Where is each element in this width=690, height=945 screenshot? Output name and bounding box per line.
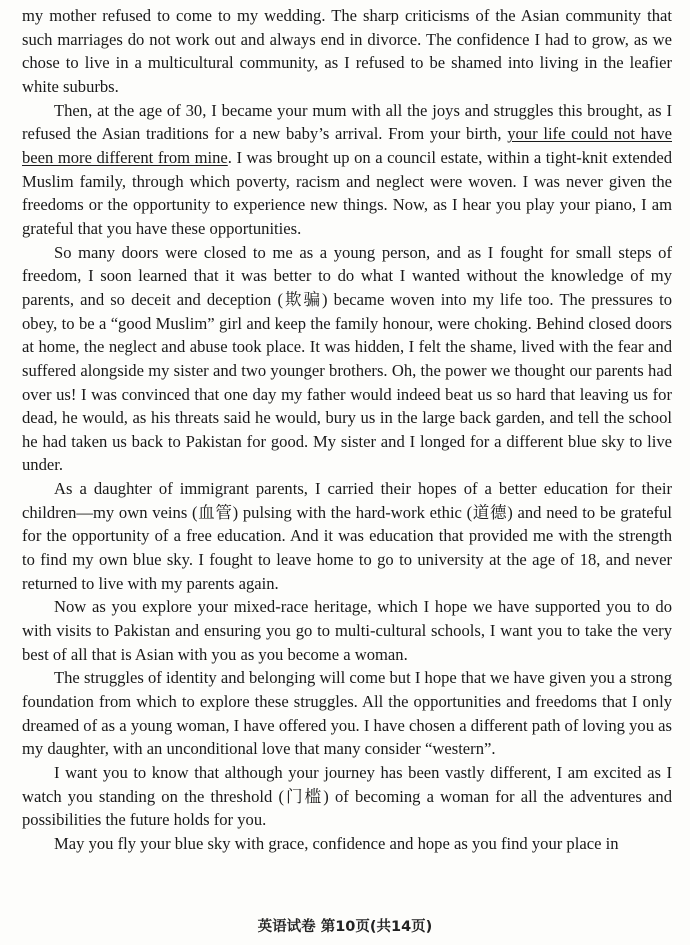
body-text (22, 4, 672, 856)
paragraph-text: May you fly your blue sky with grace, confidence and hope as you find your place in (54, 833, 619, 853)
paragraph-text: Then, at the age of 30, I became your mum with all the joys and struggles this brought, as I refused the Asian traditions for a new baby’s arrival. From your birth, (22, 100, 672, 144)
paragraph-3 (22, 241, 672, 478)
paragraph-2 (22, 99, 672, 241)
paragraph-1 (22, 4, 672, 99)
paragraph-6 (22, 666, 672, 761)
paragraph-text: . I was brought up on a council estate, within a tight-knit extended Muslim family, through which poverty, racism and neglect were woven. I was never given the freedoms or the opportunity to experience new things. Now, as I hear you play your piano, I am grateful that you have these opportunities. (22, 147, 672, 238)
page-footer: 英语试卷 第10页(共14页) (257, 919, 433, 935)
paragraph-text: So many doors were closed to me as a young person, and as I fought for small steps of freedom, I soon learned that it was better to do what I wanted without the knowledge of my parents, and so deceit and deception (欺骗) became woven into my life too. The pressures to obey, to be a “good Muslim” girl and keep the family honour, were choking. Behind closed doors at home, the neglect and abuse took place. It was hidden, I felt the shame, lived with the fear and suffered alongside my sister and two younger brothers. Oh, the power we thought our parents had over us! I was convinced that one day my father would indeed beat us so hard that leaving us for dead, he would, as his threats said he would, bury us in the large back garden, and tell the school he had taken us back to Pakistan for good. My sister and I longed for a different blue sky to live under. (22, 242, 672, 475)
paragraph-text: Now as you explore your mixed-race heritage, which I hope we have supported you to do with visits to Pakistan and ensuring you go to multi-cultural schools, I want you to take the very best of all that is Asian with you as you become a woman. (22, 597, 672, 664)
paragraph-7 (22, 761, 672, 832)
underlined-phrase: your life could not have been more different from mine (22, 124, 672, 167)
paragraph-text: The struggles of identity and belonging will come but I hope that we have given you a strong foundation from which to explore these struggles. All the opportunities and freedoms that I only dreamed of as a young woman, I have offered you. I have chosen a different path of loving you as my daughter, with an unconditional love that many consider “western”. (22, 668, 672, 759)
paragraph-4 (22, 477, 672, 595)
paragraph-text: my mother refused to come to my wedding. The sharp criticisms of the Asian community that such marriages do not work out and always end in divorce. The confidence I had to grow, as we chose to live in a multicultural community, as I refused to be shamed into living in the leafier white suburbs. (22, 6, 672, 96)
paragraph-8 (22, 832, 672, 856)
paragraph-text: As a daughter of immigrant parents, I carried their hopes of a better education for their children—my own veins (血管) pulsing with the hard-work ethic (道德) and need to be grateful for the opportunity of a free education. And it was education that provided me with the strength to find my own blue sky. I fought to leave home to go to university at the age of 18, and never returned to live with my parents again. (22, 479, 672, 593)
paragraph-text: I want you to know that although your journey has been vastly different, I am excited as I watch you standing on the threshold (门槛) of becoming a woman for all the adventures and possibilities the future holds for you. (22, 763, 672, 830)
paragraph-5 (22, 595, 672, 666)
